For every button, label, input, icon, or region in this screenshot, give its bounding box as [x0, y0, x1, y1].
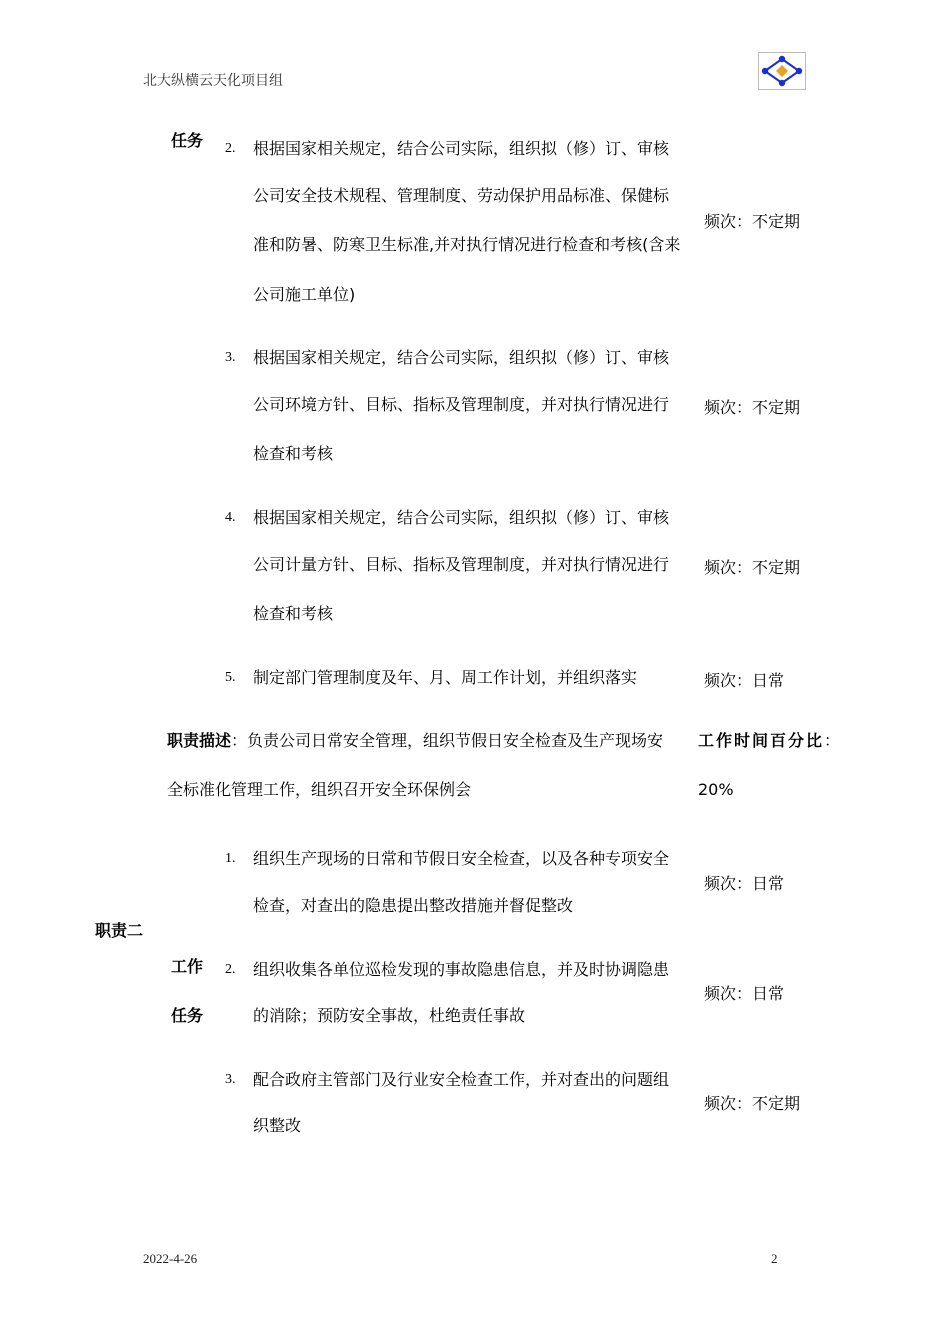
duty-description-label: 职责描述 — [167, 731, 232, 750]
task-label: 任务 — [171, 1006, 204, 1025]
logo-icon — [759, 53, 805, 89]
item-text-line: 公司安全技术规程、管理制度、劳动保护用品标准、保健标 — [253, 186, 670, 205]
time-percentage — [698, 731, 840, 751]
item-number: 3. — [225, 350, 236, 365]
header-title: 北大纵横云天化项目组 — [143, 74, 283, 89]
time-percentage-colon: ： — [824, 731, 841, 750]
item-text-line: 公司施工单位) — [253, 285, 356, 304]
item-text-line: 公司环境方针、目标、指标及管理制度，并对执行情况进行 — [253, 395, 670, 414]
duty-description-text-2: 全标准化管理工作，组织召开安全环保例会 — [167, 780, 472, 799]
time-percentage-value: 20% — [698, 780, 734, 799]
item-text-line: 检查和考核 — [253, 444, 334, 463]
item-number: 5. — [225, 670, 236, 685]
frequency-label: 频次：不定期 — [704, 398, 801, 417]
item-text-line: 准和防暑、防寒卫生标准,并对执行情况进行检查和考核(含来 — [253, 235, 681, 254]
item-number: 3. — [225, 1072, 236, 1087]
frequency-label: 频次：日常 — [704, 984, 785, 1003]
task-label: 工作 — [171, 957, 204, 976]
item-text-line: 制定部门管理制度及年、月、周工作计划，并组织落实 — [253, 668, 638, 687]
item-text-line: 公司计量方针、目标、指标及管理制度，并对执行情况进行 — [253, 555, 670, 574]
duty-label: 职责二 — [95, 921, 144, 940]
duty-description-text: ：负责公司日常安全管理，组织节假日安全检查及生产现场安 — [231, 731, 664, 750]
item-number: 1. — [225, 851, 236, 866]
item-text-line: 根据国家相关规定，结合公司实际，组织拟（修）订、审核 — [253, 508, 670, 527]
item-text-line: 根据国家相关规定，结合公司实际，组织拟（修）订、审核 — [253, 348, 670, 367]
frequency-label: 频次：日常 — [704, 874, 785, 893]
item-number: 2. — [225, 962, 236, 977]
footer-date: 2022-4-26 — [143, 1251, 198, 1266]
duty-description — [167, 731, 663, 751]
frequency-label: 频次：不定期 — [704, 1094, 801, 1113]
item-text-line: 组织生产现场的日常和节假日安全检查，以及各种专项安全 — [253, 849, 670, 868]
time-percentage-label: 工作时间百分比 — [698, 731, 825, 750]
company-logo — [758, 52, 806, 90]
item-text-line: 织整改 — [253, 1116, 302, 1135]
task-label: 任务 — [171, 131, 204, 150]
item-text-line: 根据国家相关规定，结合公司实际，组织拟（修）订、审核 — [253, 139, 670, 158]
page-number: 2 — [771, 1251, 778, 1266]
item-text-line: 检查和考核 — [253, 604, 334, 623]
item-text-line: 组织收集各单位巡检发现的事故隐患信息，并及时协调隐患 — [253, 960, 670, 979]
frequency-label: 频次：日常 — [704, 671, 785, 690]
frequency-label: 频次：不定期 — [704, 558, 801, 577]
item-text-line: 的消除；预防安全事故，杜绝责任事故 — [253, 1006, 526, 1025]
item-text-line: 配合政府主管部门及行业安全检查工作，并对查出的问题组 — [253, 1070, 670, 1089]
item-text-line: 检查，对查出的隐患提出整改措施并督促整改 — [253, 896, 574, 915]
item-number: 2. — [225, 141, 236, 156]
item-number: 4. — [225, 510, 236, 525]
frequency-label: 频次：不定期 — [704, 212, 801, 231]
